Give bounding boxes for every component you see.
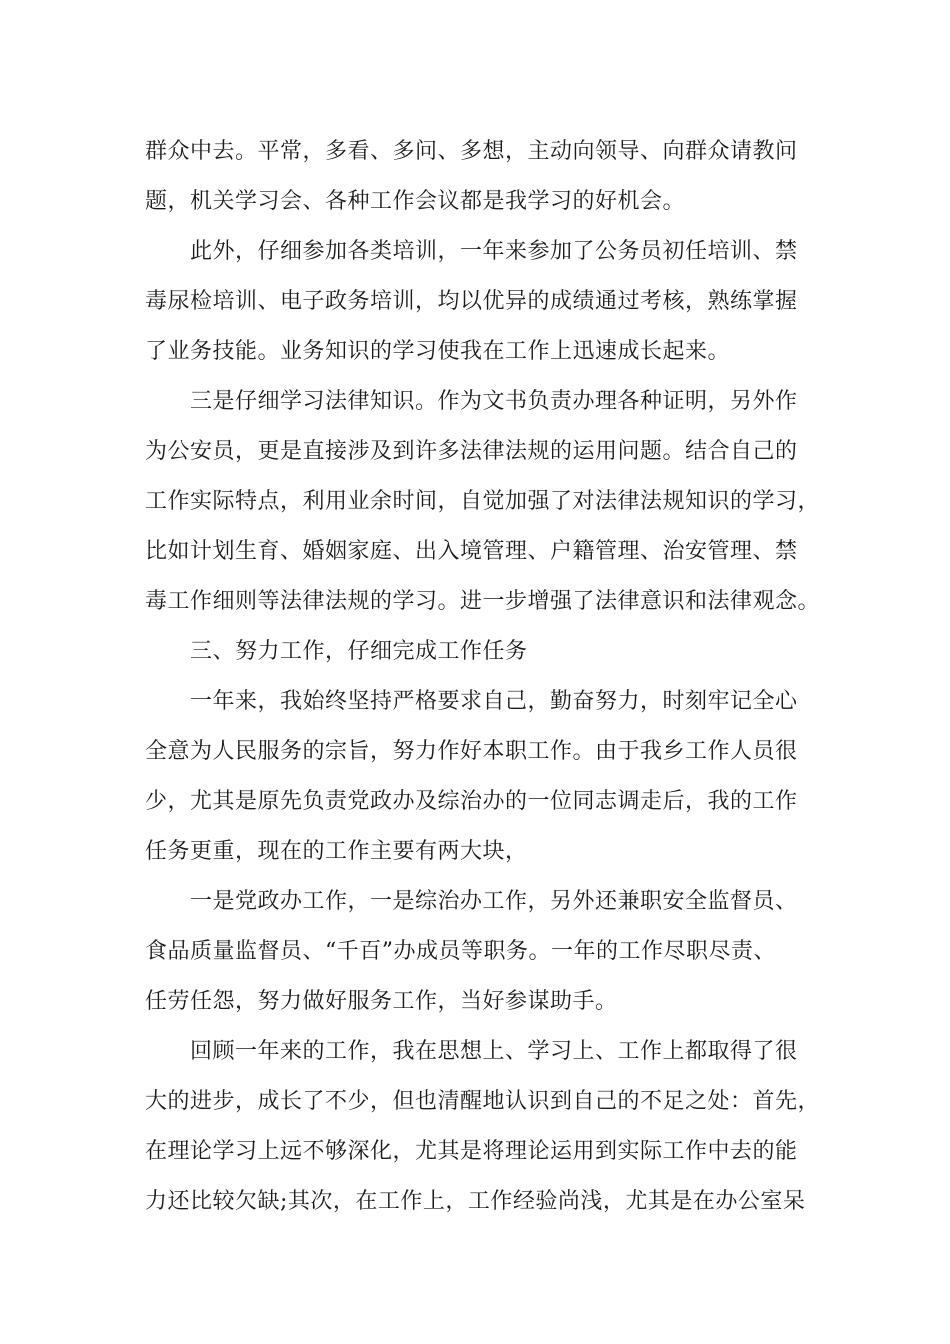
text-line: 工作实际特点，利用业余时间，自觉加强了对法律法规知识的学习， (145, 489, 821, 514)
text-line: 食品质量监督员、“千百”办成员等职务。一年的工作尽职尽责、 (145, 939, 776, 964)
section-heading: 三、努力工作，仔细完成工作任务 (190, 639, 528, 664)
text-line: 任劳任怨，努力做好服务工作，当好参谋助手。 (145, 989, 618, 1014)
text-line: 在理论学习上远不够深化，尤其是将理论运用到实际工作中去的能 (145, 1139, 798, 1164)
text-line: 大的进步，成长了不少，但也清醒地认识到自己的不足之处：首先， (145, 1089, 821, 1114)
text-line: 了业务技能。业务知识的学习使我在工作上迅速成长起来。 (145, 339, 731, 364)
text-line: 群众中去。平常，多看、多问、多想，主动向领导、向群众请教问 (145, 139, 798, 164)
paragraph-start-line: 一年来，我始终坚持严格要求自己，勤奋努力，时刻牢记全心 (190, 689, 798, 714)
text-line: 全意为人民服务的宗旨，努力作好本职工作。由于我乡工作人员很 (145, 739, 798, 764)
text-line: 少，尤其是原先负责党政办及综治办的一位同志调走后，我的工作 (145, 789, 798, 814)
text-line: 为公安员，更是直接涉及到许多法律法规的运用问题。结合自己的 (145, 439, 798, 464)
text-line: 力还比较欠缺;其次，在工作上，工作经验尚浅，尤其是在办公室呆 (145, 1189, 806, 1214)
text-line: 比如计划生育、婚姻家庭、出入境管理、户籍管理、治安管理、禁 (145, 539, 798, 564)
paragraph-start-line: 回顾一年来的工作，我在思想上、学习上、工作上都取得了很 (190, 1039, 798, 1064)
text-line: 任务更重，现在的工作主要有两大块， (145, 839, 528, 864)
text-line: 题，机关学习会、各种工作会议都是我学习的好机会。 (145, 189, 686, 214)
paragraph-start-line: 一是党政办工作，一是综治办工作，另外还兼职安全监督员、 (190, 889, 798, 914)
paragraph-start-line: 此外，仔细参加各类培训，一年来参加了公务员初任培训、禁 (190, 239, 798, 264)
paragraph-start-line: 三是仔细学习法律知识。作为文书负责办理各种证明，另外作 (190, 389, 798, 414)
text-line: 毒尿检培训、电子政务培训，均以优异的成绩通过考核，熟练掌握 (145, 289, 798, 314)
text-line: 毒工作细则等法律法规的学习。进一步增强了法律意识和法律观念。 (145, 589, 821, 614)
